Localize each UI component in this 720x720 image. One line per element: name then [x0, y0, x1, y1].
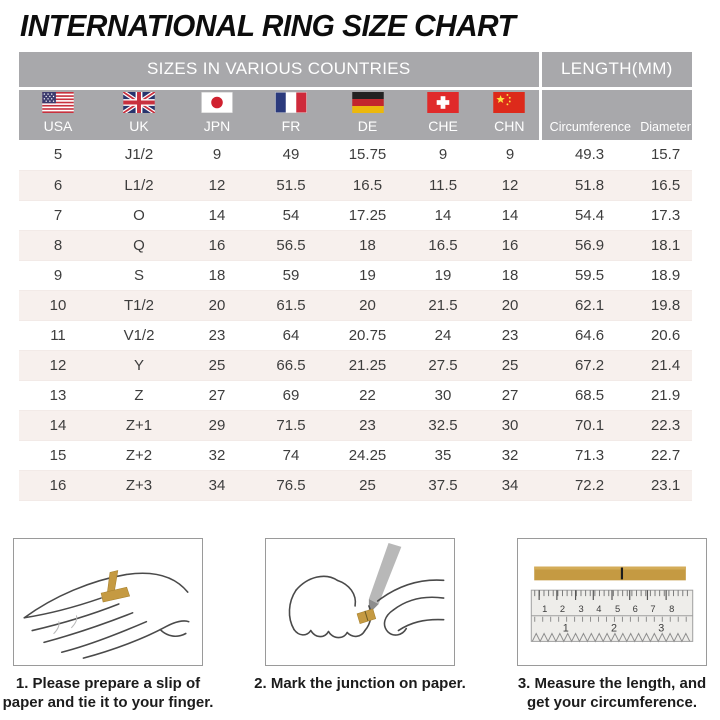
column-label-de: DE — [357, 118, 378, 134]
column-header-fr — [253, 88, 329, 140]
table-cell: 20 — [329, 290, 406, 320]
table-row — [19, 350, 692, 380]
ruler-cm-number: 7 — [650, 603, 656, 614]
japan-flag-icon — [201, 92, 233, 113]
table-cell: 34 — [181, 470, 253, 500]
hand-with-paper-strip-icon — [14, 539, 202, 665]
table-cell: 9 — [181, 140, 253, 170]
table-cell: 19 — [329, 260, 406, 290]
table-cell: 25 — [480, 350, 540, 380]
table-row — [19, 320, 692, 350]
column-label-jpn: JPN — [203, 118, 231, 134]
pen-marking-junction-illustration — [265, 538, 455, 666]
ruler-cm-number: 6 — [632, 603, 638, 614]
table-cell: Z+1 — [97, 410, 181, 440]
table-row — [19, 200, 692, 230]
table-cell: 10 — [19, 290, 97, 320]
instruction-caption-1: 1. Please prepare a slip of paper and tie it to your finger. — [2, 675, 214, 711]
instruction-caption-3: 3. Measure the length, and get your circumference. — [517, 675, 707, 711]
table-cell: 15.75 — [329, 140, 406, 170]
table-cell: 49.3 — [540, 140, 639, 170]
table-cell: 35 — [406, 440, 480, 470]
table-cell: T1/2 — [97, 290, 181, 320]
table-cell: 14 — [19, 410, 97, 440]
table-cell: 21.5 — [406, 290, 480, 320]
table-cell: O — [97, 200, 181, 230]
table-cell: 20.6 — [639, 320, 692, 350]
column-label-uk: UK — [129, 118, 149, 134]
table-cell: 68.5 — [540, 380, 639, 410]
usa-flag-icon — [42, 92, 74, 113]
table-cell: 72.2 — [540, 470, 639, 500]
table-cell: 51.5 — [253, 170, 329, 200]
column-label-usa: USA — [43, 118, 73, 134]
table-cell: 71.5 — [253, 410, 329, 440]
table-cell: 49 — [253, 140, 329, 170]
ruler-inch-number: 3 — [658, 622, 665, 635]
table-cell: 25 — [181, 350, 253, 380]
table-cell: 21.4 — [639, 350, 692, 380]
table-cell: 14 — [181, 200, 253, 230]
table-cell: 9 — [406, 140, 480, 170]
table-cell: Z+2 — [97, 440, 181, 470]
table-cell: 27 — [181, 380, 253, 410]
pen-marking-junction-icon — [266, 539, 454, 665]
ruler-measurement-icon — [518, 539, 706, 665]
table-cell: 18 — [181, 260, 253, 290]
table-cell: 37.5 — [406, 470, 480, 500]
table-cell: 5 — [19, 140, 97, 170]
table-cell: 67.2 — [540, 350, 639, 380]
column-header-uk — [97, 88, 181, 140]
instruction-step-2 — [253, 538, 467, 713]
table-cell: 24.25 — [329, 440, 406, 470]
table-cell: S — [97, 260, 181, 290]
column-header-usa — [19, 88, 97, 140]
table-cell: 12 — [19, 350, 97, 380]
table-cell: 32.5 — [406, 410, 480, 440]
table-cell: 16.5 — [639, 170, 692, 200]
table-cell: 16 — [480, 230, 540, 260]
table-column-header-row — [19, 88, 692, 140]
instruction-step-1 — [1, 538, 215, 713]
table-cell: 16 — [19, 470, 97, 500]
ruler-measurement-illustration — [517, 538, 707, 666]
table-cell: 22.3 — [639, 410, 692, 440]
table-row — [19, 170, 692, 200]
table-cell: Q — [97, 230, 181, 260]
table-cell: 16 — [181, 230, 253, 260]
table-cell: 14 — [406, 200, 480, 230]
ruler-cm-number: 8 — [669, 603, 675, 614]
table-cell: 21.25 — [329, 350, 406, 380]
table-cell: 20 — [480, 290, 540, 320]
table-cell: 14 — [480, 200, 540, 230]
table-cell: 18 — [329, 230, 406, 260]
table-cell: 23 — [329, 410, 406, 440]
column-label-chn: CHN — [494, 118, 525, 134]
table-cell: 23 — [480, 320, 540, 350]
instruction-step-3 — [505, 538, 719, 713]
table-cell: 64.6 — [540, 320, 639, 350]
table-cell: 16.5 — [406, 230, 480, 260]
table-cell: 71.3 — [540, 440, 639, 470]
table-cell: 32 — [480, 440, 540, 470]
table-cell: 23 — [181, 320, 253, 350]
table-cell: 32 — [181, 440, 253, 470]
table-cell: 54.4 — [540, 200, 639, 230]
instruction-caption-2: 2. Mark the junction on paper. — [254, 675, 466, 692]
table-cell: L1/2 — [97, 170, 181, 200]
column-header-jpn — [181, 88, 253, 140]
table-cell: 11 — [19, 320, 97, 350]
table-cell: 76.5 — [253, 470, 329, 500]
table-cell: Z — [97, 380, 181, 410]
ruler-inch-number: 1 — [562, 622, 569, 635]
column-header-chn — [480, 88, 540, 140]
uk-flag-icon — [123, 92, 155, 113]
table-cell: 9 — [19, 260, 97, 290]
ruler-cm-number: 2 — [559, 603, 566, 614]
table-cell: 56.9 — [540, 230, 639, 260]
column-header-diameter: Diameter — [639, 88, 692, 140]
page-title: INTERNATIONAL RING SIZE CHART — [20, 8, 516, 43]
table-cell: V1/2 — [97, 320, 181, 350]
table-cell: 12 — [181, 170, 253, 200]
table-cell: 30 — [406, 380, 480, 410]
table-cell: 29 — [181, 410, 253, 440]
ruler-cm-number: 1 — [542, 603, 548, 614]
table-row — [19, 410, 692, 440]
table-cell: 17.3 — [639, 200, 692, 230]
table-cell: 16.5 — [329, 170, 406, 200]
column-label-fr: FR — [281, 118, 301, 134]
table-cell: 61.5 — [253, 290, 329, 320]
table-row — [19, 440, 692, 470]
table-cell: 20 — [181, 290, 253, 320]
table-cell: 56.5 — [253, 230, 329, 260]
ring-table-body — [19, 140, 692, 500]
table-row — [19, 380, 692, 410]
table-cell: 59.5 — [540, 260, 639, 290]
table-row — [19, 470, 692, 500]
table-row — [19, 260, 692, 290]
table-cell: 11.5 — [406, 170, 480, 200]
table-cell: 64 — [253, 320, 329, 350]
table-cell: 18.9 — [639, 260, 692, 290]
table-cell: 19.8 — [639, 290, 692, 320]
measuring-instructions — [0, 538, 720, 713]
ruler-cm-number: 5 — [614, 603, 621, 614]
ring-size-table — [19, 52, 692, 501]
column-label-che: CHE — [428, 118, 458, 134]
ruler-cm-number: 4 — [596, 603, 602, 614]
table-cell: 9 — [480, 140, 540, 170]
table-cell: 69 — [253, 380, 329, 410]
table-cell: 62.1 — [540, 290, 639, 320]
table-cell: 6 — [19, 170, 97, 200]
ruler-inch-number: 2 — [610, 622, 617, 635]
table-cell: 59 — [253, 260, 329, 290]
table-cell: 54 — [253, 200, 329, 230]
table-cell: 15.7 — [639, 140, 692, 170]
group-header-length: LENGTH(MM) — [540, 52, 692, 88]
table-cell: 51.8 — [540, 170, 639, 200]
table-cell: 34 — [480, 470, 540, 500]
table-cell: 19 — [406, 260, 480, 290]
hand-with-paper-strip-illustration — [13, 538, 203, 666]
china-flag-icon — [493, 92, 525, 113]
table-cell: Z+3 — [97, 470, 181, 500]
table-row — [19, 290, 692, 320]
column-header-de — [329, 88, 406, 140]
table-cell: 27.5 — [406, 350, 480, 380]
table-cell: Y — [97, 350, 181, 380]
table-cell: 30 — [480, 410, 540, 440]
group-header-sizes: SIZES IN VARIOUS COUNTRIES — [19, 52, 540, 88]
table-cell: 17.25 — [329, 200, 406, 230]
table-cell: J1/2 — [97, 140, 181, 170]
table-row — [19, 140, 692, 170]
switzerland-flag-icon — [427, 92, 459, 113]
france-flag-icon — [275, 92, 307, 113]
ruler-cm-number: 3 — [578, 603, 584, 614]
table-cell: 13 — [19, 380, 97, 410]
table-cell: 8 — [19, 230, 97, 260]
table-cell: 18.1 — [639, 230, 692, 260]
table-row — [19, 230, 692, 260]
table-cell: 66.5 — [253, 350, 329, 380]
table-cell: 15 — [19, 440, 97, 470]
table-cell: 12 — [480, 170, 540, 200]
germany-flag-icon — [352, 92, 384, 113]
column-header-circumference: Circumference — [540, 88, 639, 140]
table-cell: 21.9 — [639, 380, 692, 410]
table-group-header-row — [19, 52, 692, 88]
table-cell: 27 — [480, 380, 540, 410]
table-cell: 18 — [480, 260, 540, 290]
table-cell: 22.7 — [639, 440, 692, 470]
table-cell: 7 — [19, 200, 97, 230]
table-cell: 70.1 — [540, 410, 639, 440]
table-cell: 23.1 — [639, 470, 692, 500]
table-cell: 22 — [329, 380, 406, 410]
table-cell: 74 — [253, 440, 329, 470]
table-cell: 20.75 — [329, 320, 406, 350]
column-header-che — [406, 88, 480, 140]
table-cell: 24 — [406, 320, 480, 350]
table-cell: 25 — [329, 470, 406, 500]
